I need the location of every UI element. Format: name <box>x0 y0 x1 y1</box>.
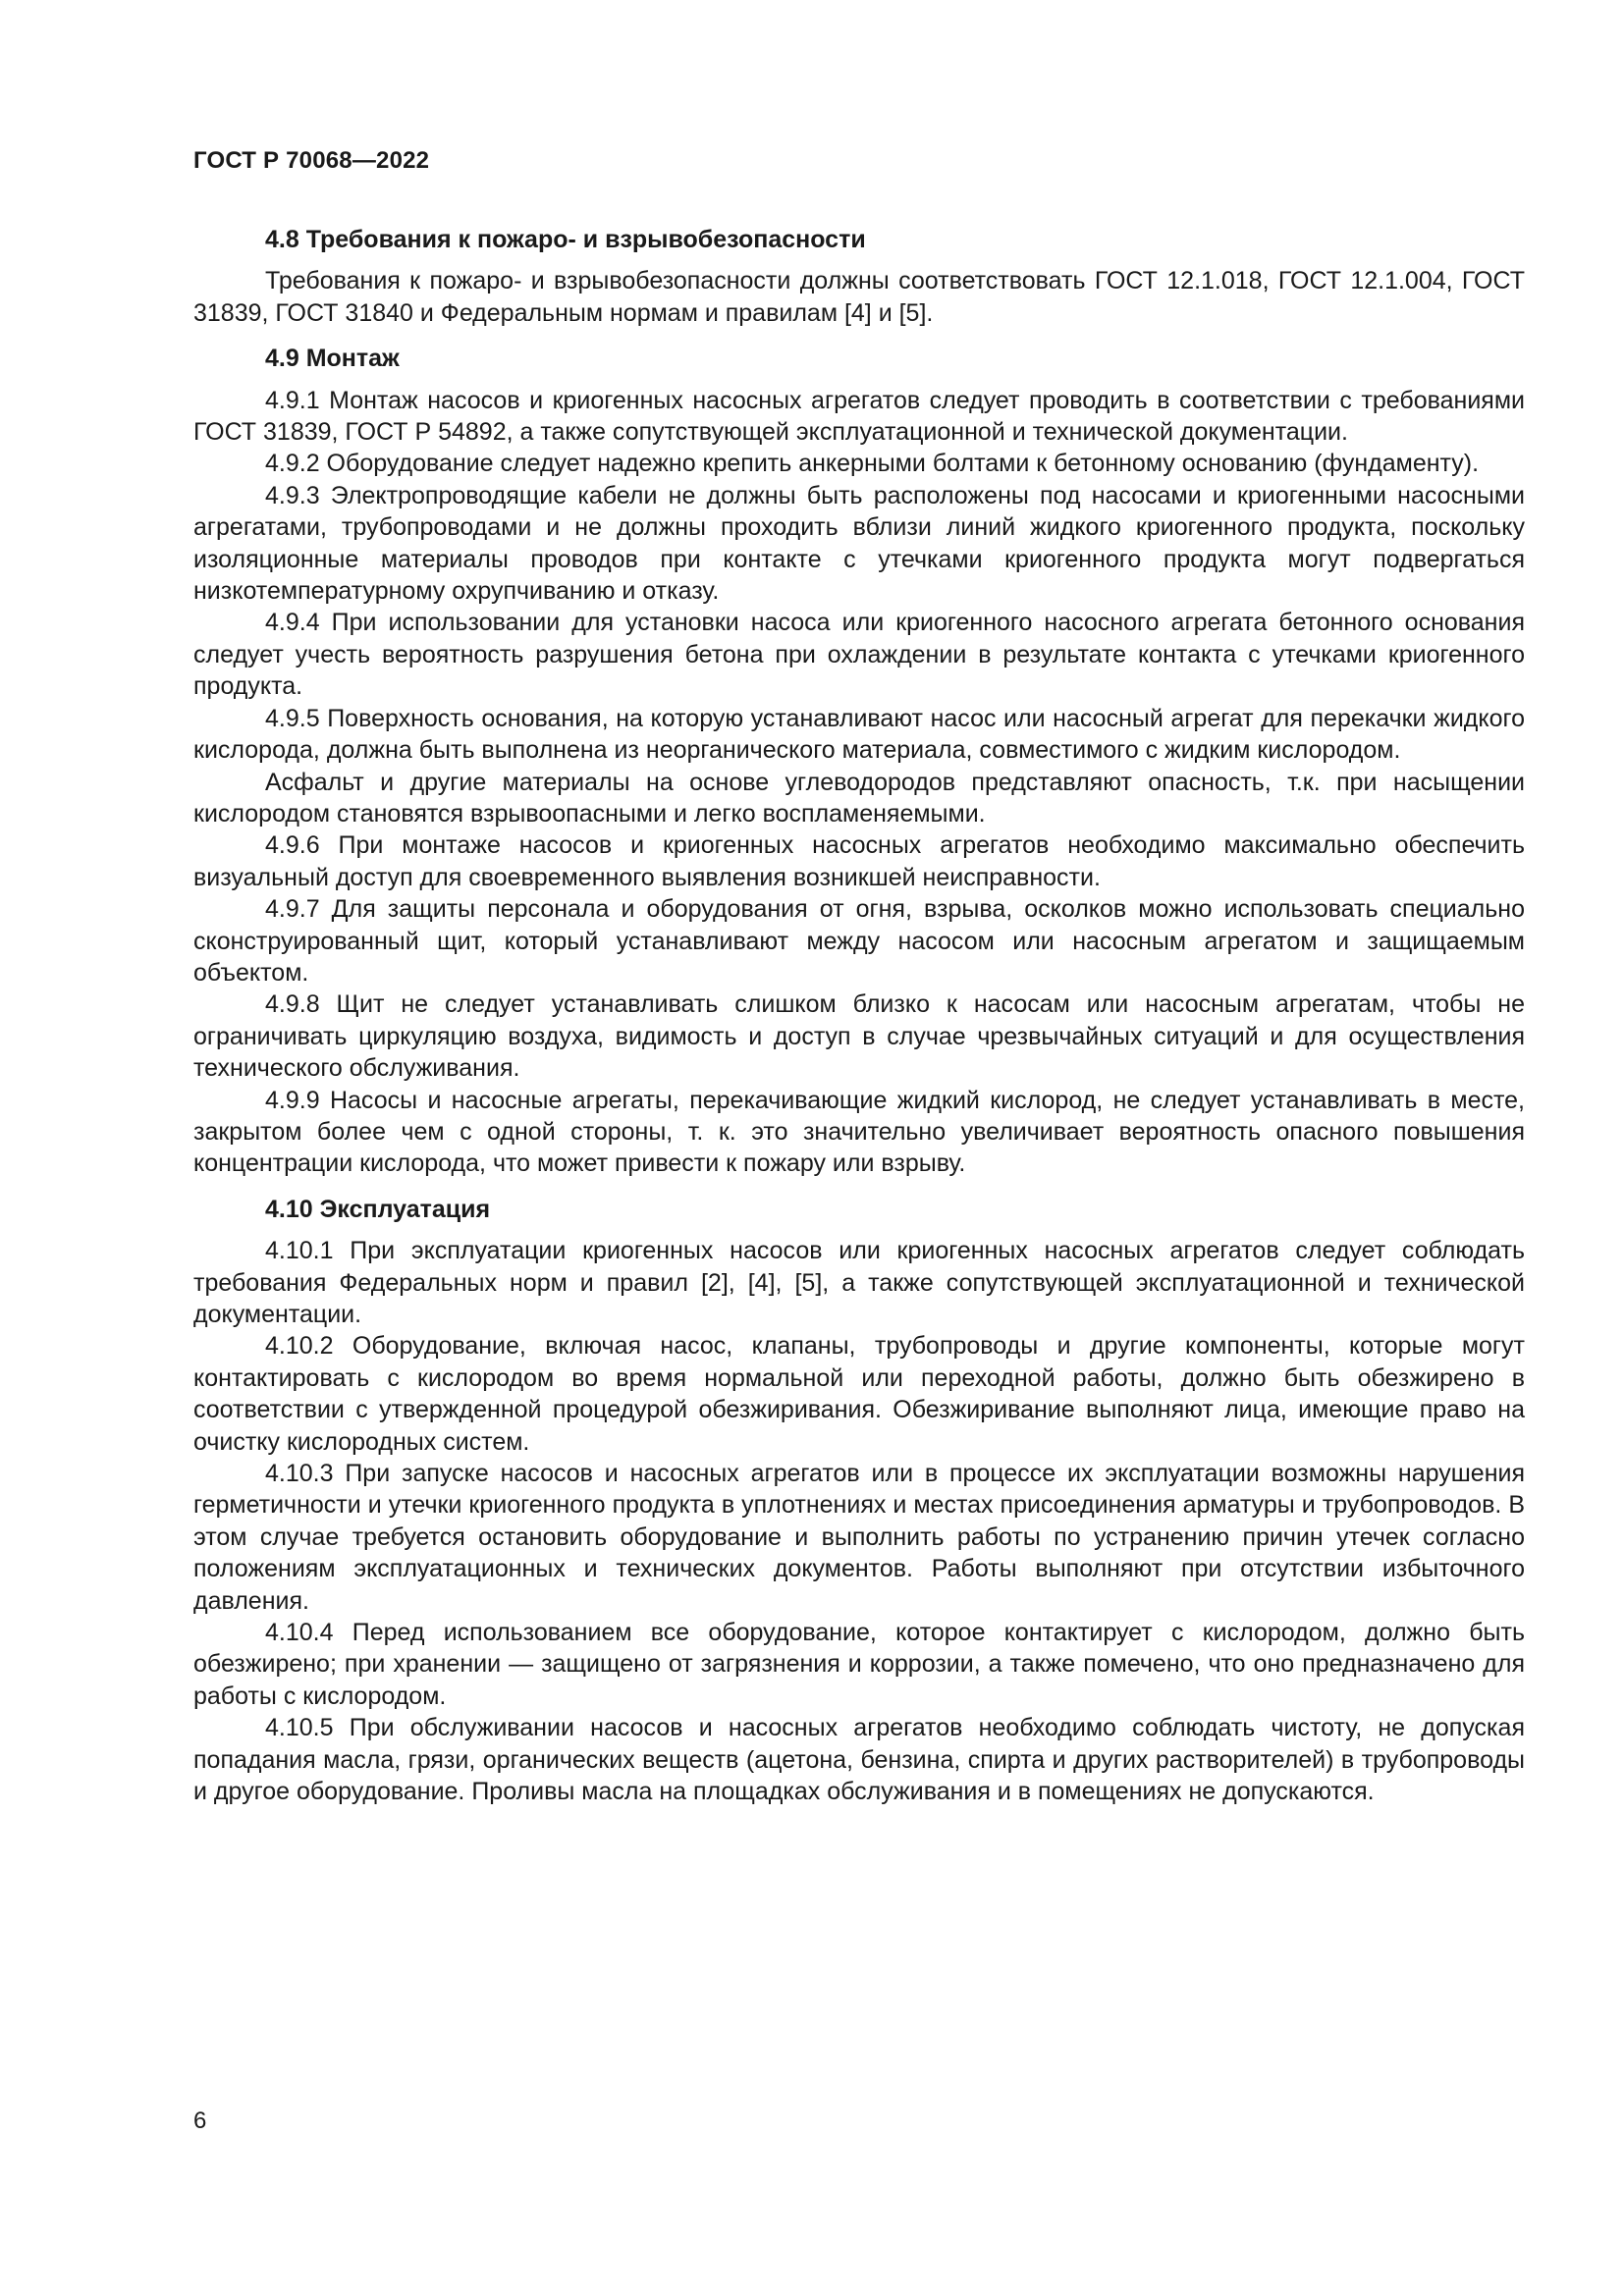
section-title-4-8: 4.8 Требования к пожаро- и взрывобезопасности <box>265 226 866 253</box>
section-title-4-9: 4.9 Монтаж <box>265 345 400 373</box>
paragraph-4-10-1: 4.10.1 При эксплуатации криогенных насосов или криогенных насосных агрегатов следует соблюдать требования Федеральных норм и правил [2], [4], [5], а также сопутствующей эксплуатационной и технической документации. <box>193 1237 1525 1328</box>
paragraph-4-9-9: 4.9.9 Насосы и насосные агрегаты, перекачивающие жидкий кислород, не следует устанавливать в месте, закрытом более чем с одной стороны, т. к. это значительно увеличивает вероятность опасного повышения концентрации кислорода, что может привести к пожару или взрыву. <box>193 1086 1525 1178</box>
section-title-4-10: 4.10 Эксплуатация <box>265 1195 491 1223</box>
paragraph-4-9-4: 4.9.4 При использовании для установки насоса или криогенного насосного агрегата бетонного основания следует учесть вероятность разрушения бетона при охлаждении в результате контакта с утечками криогенного продукта. <box>193 609 1525 701</box>
document-body <box>193 224 1525 1808</box>
paragraph-4-8: Требования к пожаро- и взрывобезопасности должны соответствовать ГОСТ 12.1.018, ГОСТ 12.1.004, ГОСТ 31839, ГОСТ 31840 и Федеральным нормам и правилам [4] и [5]. <box>193 267 1525 327</box>
paragraph-4-9-2: 4.9.2 Оборудование следует надежно крепить анкерными болтами к бетонному основанию (фундаменту). <box>265 450 1480 478</box>
paragraph-4-9-1: 4.9.1 Монтаж насосов и криогенных насосных агрегатов следует проводить в соответствии с требованиями ГОСТ 31839, ГОСТ Р 54892, а также сопутствующей эксплуатационной и технической документации. <box>193 386 1525 447</box>
paragraph-4-9-5-note: Асфальт и другие материалы на основе углеводородов представляют опасность, т.к. при насыщении кислородом становятся взрывоопасными и легко воспламеняемыми. <box>193 768 1525 828</box>
paragraph-4-10-4: 4.10.4 Перед использованием все оборудование, которое контактирует с кислородом, должно быть обезжирено; при хранении — защищено от загрязнения и коррозии, а также помечено, что оно предназначено для работы с кислородом. <box>193 1619 1525 1710</box>
document-header: ГОСТ Р 70068—2022 <box>193 147 430 174</box>
paragraph-4-9-3: 4.9.3 Электропроводящие кабели не должны быть расположены под насосами и криогенными насосными агрегатами, трубопроводами и не должны проходить вблизи линий жидкого криогенного продукта, поскольку изоляционные материалы проводов при контакте с утечками криогенного продукта могут подвергаться низкотемпературному охрупчиванию и отказу. <box>193 481 1525 606</box>
paragraph-4-9-6: 4.9.6 При монтаже насосов и криогенных насосных агрегатов необходимо максимально обеспечить визуальный доступ для своевременного выявления возникшей неисправности. <box>193 831 1525 891</box>
paragraph-4-9-5: 4.9.5 Поверхность основания, на которую устанавливают насос или насосный агрегат для перекачки жидкого кислорода, должна быть выполнена из неорганического материала, совместимого с жидким кислородом. <box>193 704 1525 765</box>
paragraph-4-9-7: 4.9.7 Для защиты персонала и оборудования от огня, взрыва, осколков можно использовать специально сконструированный щит, который устанавливают между насосом или насосным агрегатом и защищаемым объектом. <box>193 895 1525 987</box>
paragraph-4-10-3: 4.10.3 При запуске насосов и насосных агрегатов или в процессе их эксплуатации возможны нарушения герметичности и утечки криогенного продукта в уплотнениях и местах присоединения арматуры и трубопроводов. В этом случае требуется остановить оборудование и выполнить работы по устранению причин утечек согласно положениям эксплуатационных и технических документов. Работы выполняют при отсутствии избыточного давления. <box>193 1460 1525 1615</box>
paragraph-4-10-2: 4.10.2 Оборудование, включая насос, клапаны, трубопроводы и другие компоненты, которые могут контактировать с кислородом во время нормальной или переходной работы, должно быть обезжирено в соответствии с утвержденной процедурой обезжиривания. Обезжиривание выполняют лица, имеющие право на очистку кислородных систем. <box>193 1332 1525 1456</box>
paragraph-4-9-8: 4.9.8 Щит не следует устанавливать слишком близко к насосам или насосным агрегатам, чтобы не ограничивать циркуляцию воздуха, видимость и доступ в случае чрезвычайных ситуаций и для осуществления технического обслуживания. <box>193 990 1525 1083</box>
paragraph-4-10-5: 4.10.5 При обслуживании насосов и насосных агрегатов необходимо соблюдать чистоту, не допуская попадания масла, грязи, органических веществ (ацетона, бензина, спирта и других растворителей) в трубопроводы и другое оборудование. Проливы масла на площадках обслуживания и в помещениях не допускаются. <box>193 1714 1525 1806</box>
page-number: 6 <box>193 2108 207 2134</box>
